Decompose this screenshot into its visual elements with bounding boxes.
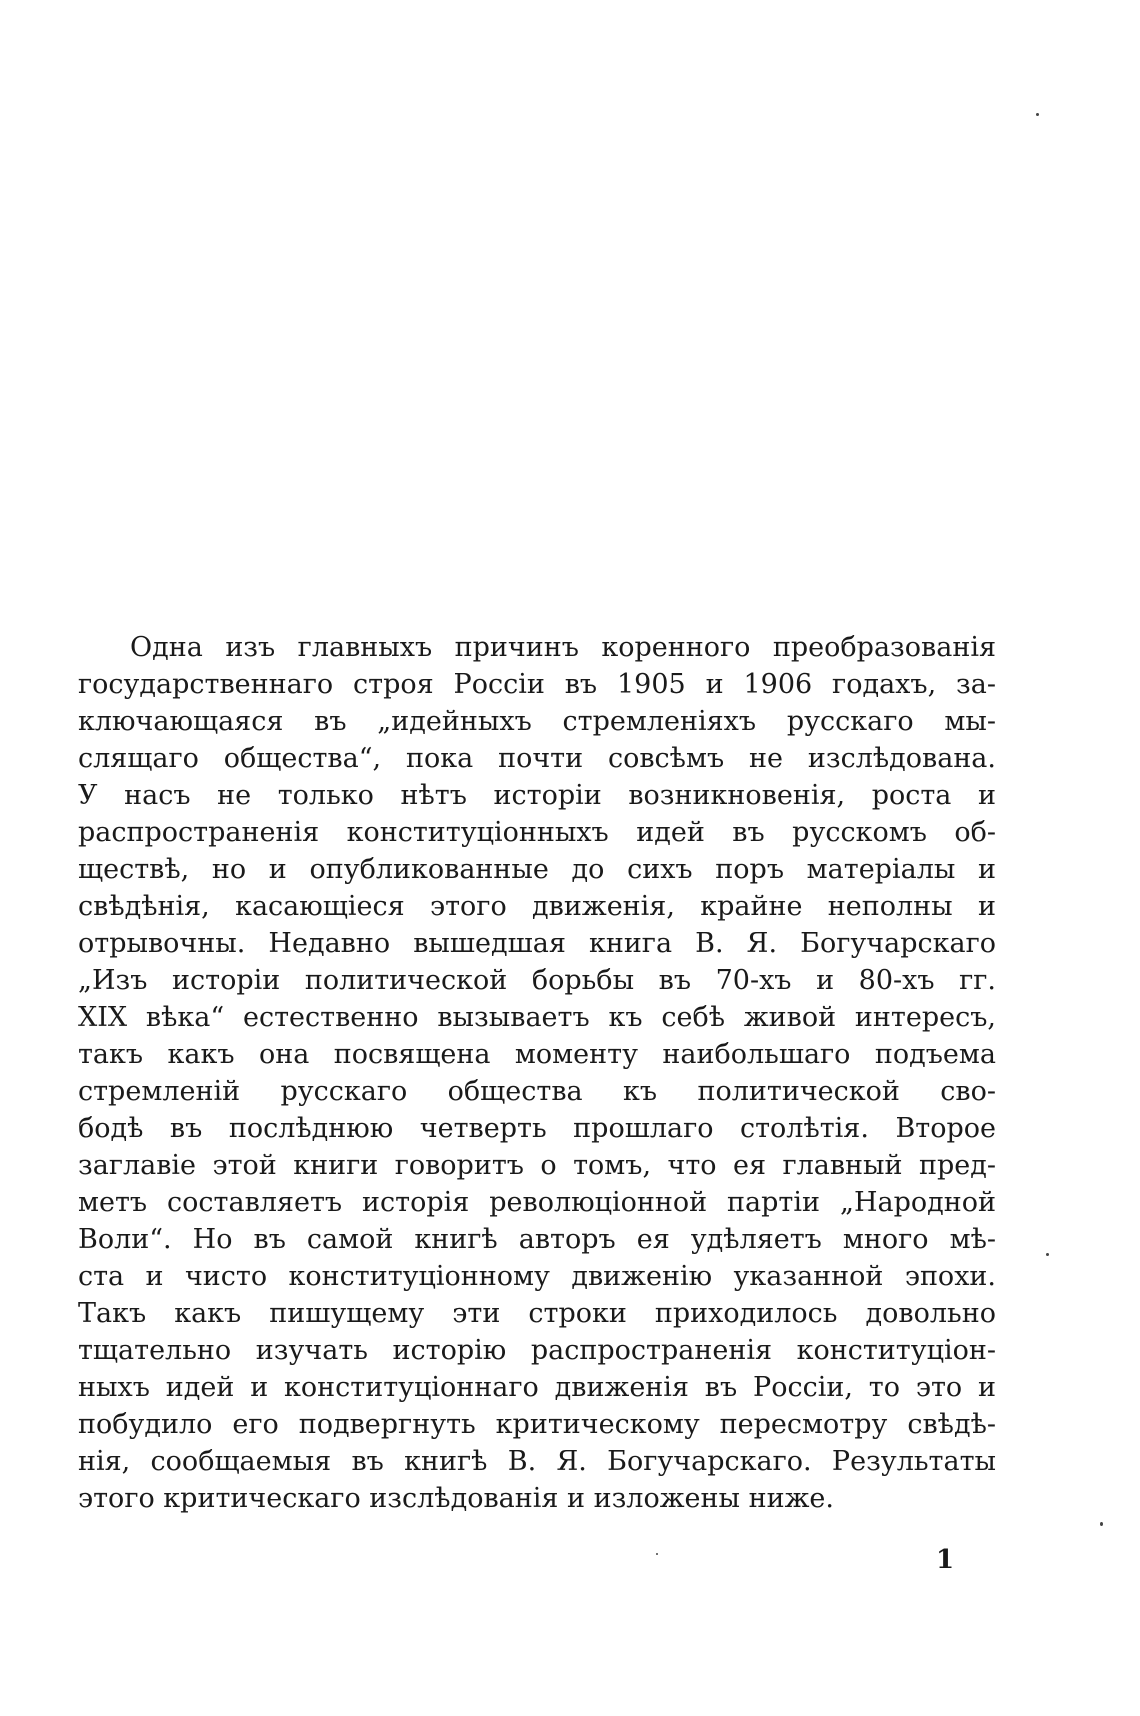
scan-speck xyxy=(656,1553,658,1555)
paragraph-line: отрывочны. Недавно вышедшая книга В. Я. Богучарскаго xyxy=(78,928,996,959)
paragraph-line: У насъ не только нѣтъ исторіи возникновенія, роста и xyxy=(78,780,996,811)
paragraph-line: побудило его подвергнуть критическому пересмотру свѣдѣ- xyxy=(78,1409,996,1440)
paragraph-line: государственнаго строя Россіи въ 1905 и 1906 годахъ, за- xyxy=(78,669,996,700)
paragraph-line: стремленій русскаго общества къ политической сво- xyxy=(78,1076,996,1107)
paragraph-line: ста и чисто конституціонному движенію указанной эпохи. xyxy=(78,1261,996,1292)
paragraph-line: ныхъ идей и конституціоннаго движенія въ Россіи, то это и xyxy=(78,1372,996,1403)
paragraph-line: свѣдѣнія, касающіеся этого движенія, крайне неполны и xyxy=(78,891,996,922)
scan-speck xyxy=(1100,1522,1103,1526)
paragraph-line: тщательно изучать исторію распространенія конституціон- xyxy=(78,1335,996,1366)
paragraph-line: Такъ какъ пишущему эти строки приходилось довольно xyxy=(78,1298,996,1329)
paragraph-line: Воли“. Но въ самой книгѣ авторъ ея удѣляетъ много мѣ- xyxy=(78,1224,996,1255)
paragraph-line: слящаго общества“, пока почти совсѣмъ не изслѣдована. xyxy=(78,743,996,774)
paragraph-line: Одна изъ главныхъ причинъ коренного преобразованія xyxy=(130,632,996,663)
paragraph-line: нія, сообщаемыя въ книгѣ В. Я. Богучарскаго. Результаты xyxy=(78,1446,996,1477)
paragraph-line: заглавіе этой книги говоритъ о томъ, что ея главный пред- xyxy=(78,1150,996,1181)
page-number: 1 xyxy=(936,1545,955,1575)
paragraph-line: метъ составляетъ исторія революціонной партіи „Народной xyxy=(78,1187,996,1218)
paragraph-line: ществѣ, но и опубликованные до сихъ поръ матеріалы и xyxy=(78,854,996,885)
paragraph-line: ключающаяся въ „идейныхъ стремленіяхъ русскаго мы- xyxy=(78,706,996,737)
paragraph-line: XIX вѣка“ естественно вызываетъ къ себѣ живой интересъ, xyxy=(78,1002,996,1033)
paragraph-line: бодѣ въ послѣднюю четверть прошлаго столѣтія. Второе xyxy=(78,1113,996,1144)
scan-speck xyxy=(1036,113,1039,116)
paragraph-line: распространенія конституціонныхъ идей въ русскомъ об- xyxy=(78,817,996,848)
scan-speck xyxy=(1046,1253,1049,1256)
paragraph-line: такъ какъ она посвящена моменту наибольшаго подъема xyxy=(78,1039,996,1070)
paragraph-line: „Изъ исторіи политической борьбы въ 70-хъ и 80-хъ гг. xyxy=(78,965,996,996)
body-paragraph xyxy=(78,629,996,1517)
paragraph-line: этого критическаго изслѣдованія и изложены ниже. xyxy=(78,1483,834,1514)
